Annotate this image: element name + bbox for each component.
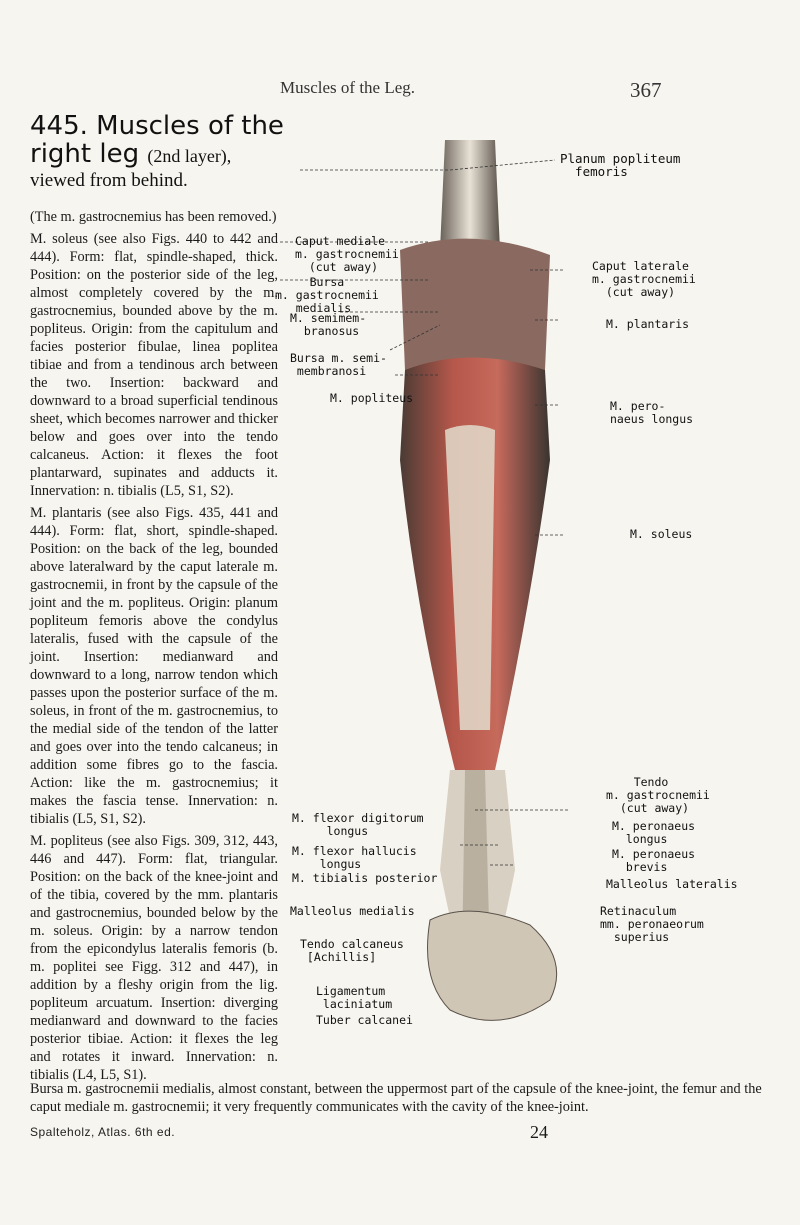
figure-number-title: 445. Muscles of the right leg <box>30 111 284 169</box>
label-malleolus-lateralis: Malleolus lateralis <box>606 877 738 891</box>
label-plantaris: M. plantaris <box>606 317 690 331</box>
label-peronaeus-brevis: M. peronaeus brevis <box>612 847 696 874</box>
label-tuber-calcanei: Tuber calcanei <box>316 1013 413 1027</box>
label-retinaculum: Retinaculum mm. peronaeorum superius <box>600 904 704 944</box>
label-tibialis-posterior: M. tibialis posterior <box>292 871 438 885</box>
figure-subtitle: viewed from behind. <box>30 170 188 191</box>
body-text <box>30 208 278 1088</box>
label-tendo-gastrocnemii: Tendo m. gastrocnemii (cut away) <box>606 775 710 815</box>
label-popliteus: M. popliteus <box>330 391 414 405</box>
label-tendo-calcaneus: Tendo calcaneus [Achillis] <box>300 937 404 964</box>
soleus-paragraph: M. soleus (see also Figs. 440 to 442 and 444). Form: flat, spindle-shaped, thick. Position: on the posterior side of the leg, almost completely covered by the m. gastrocnemius, bounded above by the m. popliteus. Origin: from the capitulum and facies posterior fibulae, linea poplitea tibiae and from a tendinous arch between the two. Insertion: backward and downward to a broad superficial tendinous sheet, which becomes narrower and thicker below and goes over into the tendo calcaneus. Action: it flexes the foot plantarward, supinates and adducts it. Innervation: n. tibialis (L5, S1, S2). <box>30 231 278 499</box>
note: (The m. gastrocnemius has been removed.) <box>30 209 277 225</box>
label-flexor-hallucis: M. flexor hallucis longus <box>292 844 417 871</box>
label-caput-mediale: Caput mediale m. gastrocnemii (cut away) <box>295 234 399 274</box>
bursa-paragraph: Bursa m. gastrocnemii medialis, almost constant, between the uppermost part of the capsule of the knee-joint, the femur and the caput mediale m. gastrocnemii; it very frequently communicates with the cavity of the knee-joint. <box>30 1081 762 1115</box>
label-soleus: M. soleus <box>630 527 693 541</box>
plantaris-paragraph: M. plantaris (see also Figs. 435, 441 and 444). Form: flat, short, spindle-shaped. Position: on the back of the leg, bounded above lateralward by the caput laterale m. gastrocnemii, in front by the capsule of the joint and the m. popliteus. Origin: planum popliteum femoris above the condylus lateralis, fused with the capsule of the joint. Insertion: medianward and downward to a long, narrow tendon which passes upon the posterior surface of the m. soleus, in front of the m. gastrocnemius, to the medial side of the tendon of the latter and goes over into the tendo calcaneus; in addition some fibres go to the fascia. Action: like the m. gastrocnemius; it makes the fascia tense. Innervation: n. tibialis (L5, S1, S2). <box>30 505 278 827</box>
label-flexor-digitorum: M. flexor digitorum longus <box>292 811 424 838</box>
footer-source: Spalteholz, Atlas. 6th ed. <box>30 1125 176 1139</box>
footer-signature: 24 <box>530 1122 548 1142</box>
label-malleolus-medialis: Malleolus medialis <box>290 904 415 918</box>
femur <box>440 140 500 250</box>
popliteus-paragraph: M. popliteus (see also Figs. 309, 312, 443, 446 and 447). Form: flat, triangular. Position: on the back of the knee-joint and of the tibia, covered by the mm. plantaris and gastrocnemius, bounded below by the m. soleus. Origin: by a narrow tendon from the epicondylus lateralis femoris (b. m. poplitei see Figg. 312 and 447), in addition by a fleshy origin from the lig. popliteum arcuatum. Insertion: diverging medianward and downward to the facies posterior tibiae. Action: it flexes the leg and rotates it inward. Innervation: n. tibialis (L4, L5, S1). <box>30 833 278 1083</box>
label-semimembranosus: M. semimem- branosus <box>290 311 367 338</box>
label-peronaeus-longus: M. pero- naeus longus <box>610 399 694 426</box>
label-peronaeus-longus-2: M. peronaeus longus <box>612 819 696 846</box>
figure-title-suffix: (2nd layer), <box>147 146 232 166</box>
label-planum-popliteum: Planum popliteum femoris <box>560 151 681 179</box>
page-number: 367 <box>630 78 662 102</box>
label-ligamentum-laciniatum: Ligamentum laciniatum <box>316 984 393 1011</box>
label-bursa-semimembranosi: Bursa m. semi- membranosi <box>290 351 387 378</box>
heel <box>428 911 557 1020</box>
label-caput-laterale: Caput laterale m. gastrocnemii (cut away) <box>592 259 696 299</box>
running-head: Muscles of the Leg. <box>280 78 416 97</box>
label-bursa-medialis: Bursa m. gastrocnemii medialis <box>275 275 379 315</box>
figure-title <box>30 112 290 170</box>
leader-planum <box>300 160 555 170</box>
